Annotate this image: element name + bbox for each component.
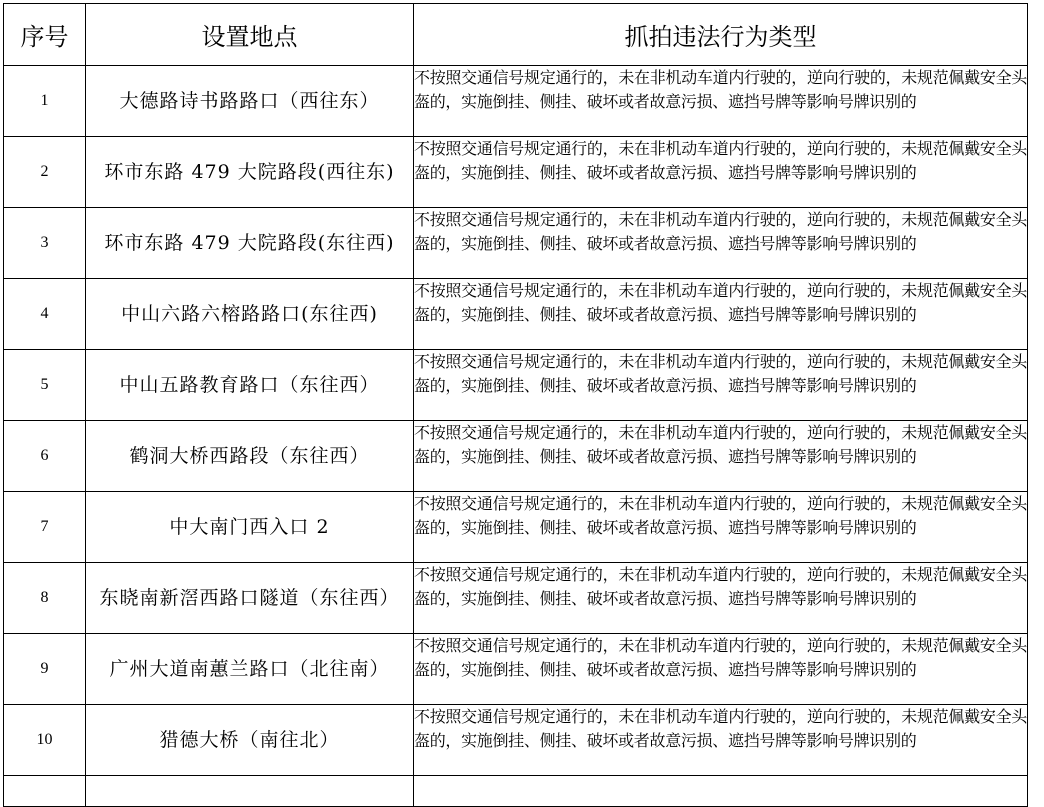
cell-location: 中山六路六榕路路口(东往西) <box>86 279 414 350</box>
cell-index: 4 <box>4 279 86 350</box>
cell-location: 环市东路 479 大院路段(东往西) <box>86 208 414 279</box>
cell-violation-type: 不按照交通信号规定通行的，未在非机动车道内行驶的，逆向行驶的，未规范佩戴安全头盔的，实施倒挂、侧挂、破坏或者故意污损、遮挡号牌等影响号牌识别的 <box>414 66 1028 137</box>
cell-index-empty <box>4 776 86 807</box>
cell-index: 1 <box>4 66 86 137</box>
header-location: 设置地点 <box>86 4 414 66</box>
cell-violation-type: 不按照交通信号规定通行的，未在非机动车道内行驶的，逆向行驶的，未规范佩戴安全头盔的，实施倒挂、侧挂、破坏或者故意污损、遮挡号牌等影响号牌识别的 <box>414 137 1028 208</box>
table-row <box>4 492 1028 563</box>
table-header <box>4 4 1028 66</box>
cell-index: 5 <box>4 350 86 421</box>
cell-violation-type: 不按照交通信号规定通行的，未在非机动车道内行驶的，逆向行驶的，未规范佩戴安全头盔的，实施倒挂、侧挂、破坏或者故意污损、遮挡号牌等影响号牌识别的 <box>414 563 1028 634</box>
table-row <box>4 66 1028 137</box>
cell-location: 中山五路教育路口（东往西） <box>86 350 414 421</box>
cell-location: 广州大道南蕙兰路口（北往南） <box>86 634 414 705</box>
header-violation-type: 抓拍违法行为类型 <box>414 4 1028 66</box>
cell-violation-type: 不按照交通信号规定通行的，未在非机动车道内行驶的，逆向行驶的，未规范佩戴安全头盔的，实施倒挂、侧挂、破坏或者故意污损、遮挡号牌等影响号牌识别的 <box>414 350 1028 421</box>
table-row <box>4 208 1028 279</box>
table-row <box>4 350 1028 421</box>
violation-camera-table <box>3 3 1028 807</box>
cell-violation-type: 不按照交通信号规定通行的，未在非机动车道内行驶的，逆向行驶的，未规范佩戴安全头盔的，实施倒挂、侧挂、破坏或者故意污损、遮挡号牌等影响号牌识别的 <box>414 492 1028 563</box>
cell-violation-type: 不按照交通信号规定通行的，未在非机动车道内行驶的，逆向行驶的，未规范佩戴安全头盔的，实施倒挂、侧挂、破坏或者故意污损、遮挡号牌等影响号牌识别的 <box>414 279 1028 350</box>
cell-violation-type-empty <box>414 776 1028 807</box>
cell-index: 7 <box>4 492 86 563</box>
cell-violation-type: 不按照交通信号规定通行的，未在非机动车道内行驶的，逆向行驶的，未规范佩戴安全头盔的，实施倒挂、侧挂、破坏或者故意污损、遮挡号牌等影响号牌识别的 <box>414 208 1028 279</box>
table-row-partial <box>4 776 1028 807</box>
cell-location-empty <box>86 776 414 807</box>
cell-index: 2 <box>4 137 86 208</box>
table-row <box>4 137 1028 208</box>
cell-index: 3 <box>4 208 86 279</box>
table-body <box>4 66 1028 807</box>
cell-violation-type: 不按照交通信号规定通行的，未在非机动车道内行驶的，逆向行驶的，未规范佩戴安全头盔的，实施倒挂、侧挂、破坏或者故意污损、遮挡号牌等影响号牌识别的 <box>414 705 1028 776</box>
cell-location: 环市东路 479 大院路段(西往东) <box>86 137 414 208</box>
cell-index: 8 <box>4 563 86 634</box>
table-row <box>4 705 1028 776</box>
cell-index: 10 <box>4 705 86 776</box>
cell-location: 中大南门西入口 2 <box>86 492 414 563</box>
cell-index: 9 <box>4 634 86 705</box>
header-index: 序号 <box>4 4 86 66</box>
table-row <box>4 279 1028 350</box>
cell-location: 大德路诗书路路口（西往东） <box>86 66 414 137</box>
table-row <box>4 563 1028 634</box>
header-row <box>4 4 1028 66</box>
table-row <box>4 421 1028 492</box>
table-row <box>4 634 1028 705</box>
cell-violation-type: 不按照交通信号规定通行的，未在非机动车道内行驶的，逆向行驶的，未规范佩戴安全头盔的，实施倒挂、侧挂、破坏或者故意污损、遮挡号牌等影响号牌识别的 <box>414 634 1028 705</box>
cell-location: 鹤洞大桥西路段（东往西） <box>86 421 414 492</box>
cell-index: 6 <box>4 421 86 492</box>
cell-violation-type: 不按照交通信号规定通行的，未在非机动车道内行驶的，逆向行驶的，未规范佩戴安全头盔的，实施倒挂、侧挂、破坏或者故意污损、遮挡号牌等影响号牌识别的 <box>414 421 1028 492</box>
cell-location: 东晓南新滘西路口隧道（东往西） <box>86 563 414 634</box>
cell-location: 猎德大桥（南往北） <box>86 705 414 776</box>
